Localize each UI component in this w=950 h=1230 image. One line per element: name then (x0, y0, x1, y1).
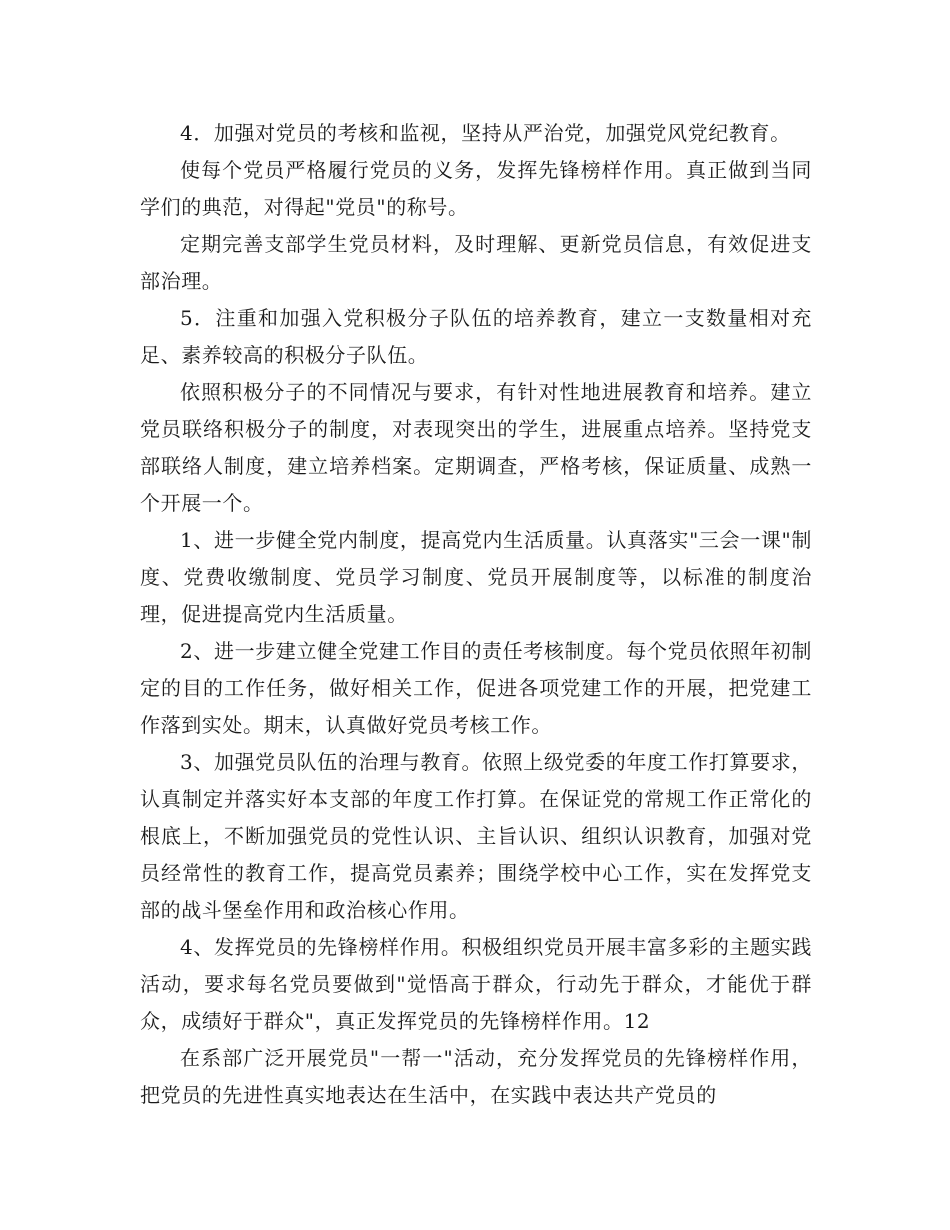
paragraph: 2、进一步建立健全党建工作目的责任考核制度。每个党员依照年初制定的目的工作任务，做好相关工作，促进各项党建工作的开展，把党建工作落到实处。期末，认真做好党员考核工作。 (140, 639, 812, 737)
paragraph: 使每个党员严格履行党员的义务，发挥先锋榜样作用。真正做到当同学们的典范，对得起"党员"的称号。 (140, 158, 812, 219)
paragraph: 定期完善支部学生党员材料，及时理解、更新党员信息，有效促进支部治理。 (140, 232, 812, 293)
paragraph: 4．加强对党员的考核和监视，坚持从严治党，加强党风党纪教育。 (180, 121, 791, 145)
paragraph: 1、进一步健全党内制度，提高党内生活质量。认真落实"三会一课"制度、党费收缴制度、党员学习制度、党员开展制度等，以标准的制度治理，促进提高党内生活质量。 (140, 528, 812, 626)
document-body (140, 115, 812, 1114)
paragraph: 依照积极分子的不同情况与要求，有针对性地进展教育和培养。建立党员联络积极分子的制度，对表现突出的学生，进展重点培养。坚持党支部联络人制度，建立培养档案。定期调查，严格考核，保证质量、成熟一个开展一个。 (140, 380, 812, 515)
paragraph: 3、加强党员队伍的治理与教育。依照上级党委的年度工作打算要求，认真制定并落实好本支部的年度工作打算。在保证党的常规工作正常化的根底上，不断加强党员的党性认识、主旨认识、组织认识教育，加强对党员经常性的教育工作，提高党员素养；围绕学校中心工作，实在发挥党支部的战斗堡垒作用和政治核心作用。 (140, 750, 812, 922)
paragraph: 5．注重和加强入党积极分子队伍的培养教育，建立一支数量相对充足、素养较高的积极分子队伍。 (140, 306, 812, 367)
paragraph: 在系部广泛开展党员"一帮一"活动，充分发挥党员的先锋榜样作用，把党员的先进性真实地表达在生活中，在实践中表达共产党员的 (140, 1046, 812, 1107)
paragraph: 4、发挥党员的先锋榜样作用。积极组织党员开展丰富多彩的主题实践活动，要求每名党员要做到"觉悟高于群众，行动先于群众，才能优于群众，成绩好于群众"，真正发挥党员的先锋榜样作用。12 (140, 935, 812, 1033)
